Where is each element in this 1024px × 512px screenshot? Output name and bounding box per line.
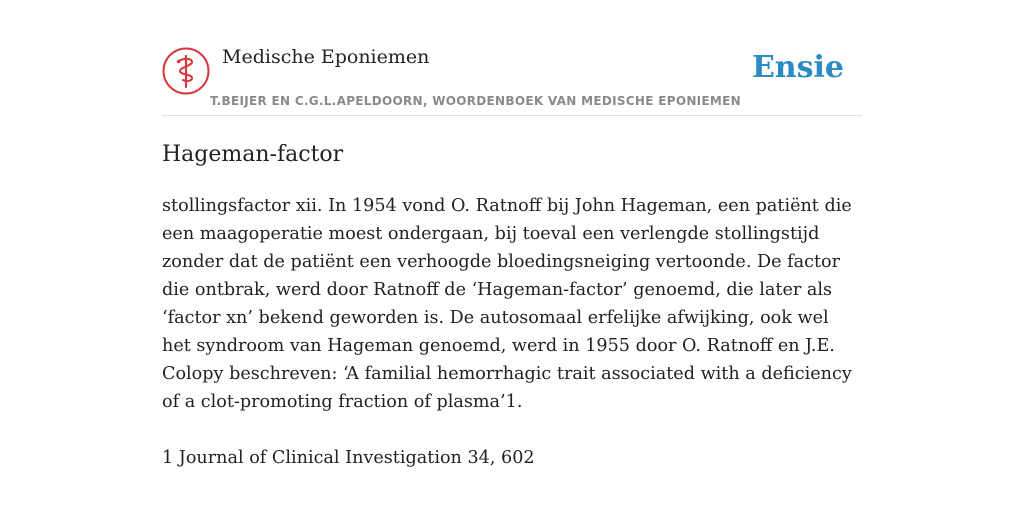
entry-term: Hageman-factor	[162, 142, 344, 167]
entry-definition: stollingsfactor xii. In 1954 vond O. Ratnoff bij John Hageman, een patiënt die een maagoperatie moest ondergaan, bij toeval een verlengde stollingstijd zonder dat de patiënt een verhoogde bloedingsneiging vertoonde. De factor die ontbrak, werd door Ratnoff de ‘Hageman-factor’ genoemd, die later als ‘factor xn’ bekend geworden is. De autosomaal erfelijke afwijking, ook wel het syndroom van Hageman genoemd, werd in 1955 door O. Ratnoff en J.E. Colopy beschreven: ‘A familial hemorrhagic trait associated with a deficiency of a clot-promoting fraction of plasma’1.	[162, 196, 852, 412]
source-subtitle: T.BEIJER EN C.G.L.APELDOORN, WOORDENBOEK VAN MEDISCHE EPONIEMEN	[210, 94, 742, 108]
source-title[interactable]: Medische Eponiemen	[222, 46, 430, 68]
caduceus-icon	[162, 47, 210, 95]
ensie-logo[interactable]: Ensie	[751, 50, 844, 85]
source-header	[162, 40, 862, 116]
entry-footnote: 1 Journal of Clinical Investigation 34, 602	[162, 448, 535, 468]
entry-card	[162, 40, 862, 472]
